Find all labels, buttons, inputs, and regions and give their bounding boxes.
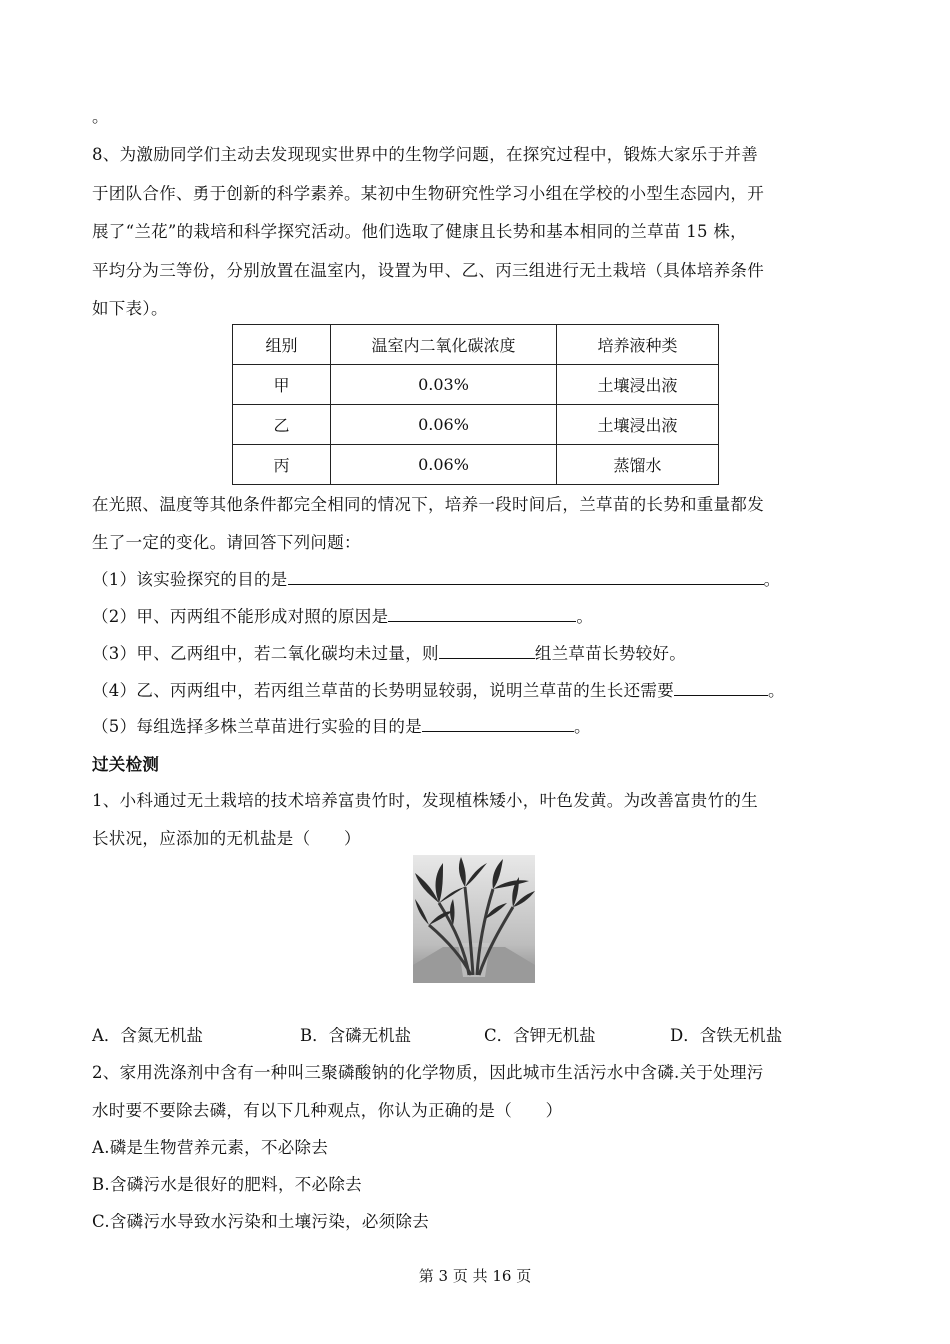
sub-prompt: （5）每组选择多株兰草苗进行实验的目的是 — [92, 717, 422, 736]
table-cell: 甲 — [233, 365, 331, 405]
table-header-cell: 组别 — [233, 325, 331, 365]
table-cell: 蒸馏水 — [557, 445, 719, 485]
q8-sub-4 — [92, 677, 785, 701]
sub-tail: 。 — [768, 681, 785, 700]
table-cell: 乙 — [233, 405, 331, 445]
sub-prompt: （4）乙、丙两组中，若丙组兰草苗的长势明显较弱，说明兰草苗的生长还需要 — [92, 681, 674, 700]
sub-tail: 。 — [574, 717, 591, 736]
answer-blank[interactable] — [674, 677, 768, 696]
table-header-row — [233, 325, 719, 365]
culture-conditions-table — [232, 324, 719, 485]
q2-line-2: 水时要不要除去磷，有以下几种观点，你认为正确的是（ ） — [92, 1101, 563, 1120]
q8-line-4: 平均分为三等份，分别放置在温室内，设置为甲、乙、丙三组进行无土栽培（具体培养条件 — [92, 261, 764, 280]
q2-option-b[interactable]: B.含磷污水是很好的肥料，不必除去 — [92, 1175, 362, 1194]
table-cell: 丙 — [233, 445, 331, 485]
q1-line-2: 长状况，应添加的无机盐是（ ） — [92, 829, 361, 848]
sub-prompt: （2）甲、丙两组不能形成对照的原因是 — [92, 607, 389, 626]
q1-option-c[interactable]: C．含钾无机盐 — [484, 1026, 596, 1045]
q8-after-line-2: 生了一定的变化。请回答下列问题： — [92, 533, 361, 552]
q2-option-c[interactable]: C.含磷污水导致水污染和土壤污染，必须除去 — [92, 1212, 430, 1231]
answer-blank[interactable] — [422, 713, 574, 732]
sub-tail: 组兰草苗长势较好。 — [534, 644, 687, 663]
table-cell: 0.06% — [331, 445, 557, 485]
q8-after-line-1: 在光照、温度等其他条件都完全相同的情况下，培养一段时间后，兰草苗的长势和重量都发 — [92, 495, 764, 514]
table-cell: 土壤浸出液 — [557, 405, 719, 445]
q8-line-5: 如下表）。 — [92, 299, 168, 318]
q8-sub-2 — [92, 603, 593, 627]
q1-option-d[interactable]: D．含铁无机盐 — [670, 1026, 783, 1045]
table-cell: 0.06% — [331, 405, 557, 445]
answer-blank[interactable] — [439, 640, 535, 659]
answer-blank[interactable] — [388, 603, 576, 622]
section-title: 过关检测 — [92, 755, 160, 774]
q8-line-1: 8、为激励同学们主动去发现现实世界中的生物学问题，在探究过程中，锻炼大家乐于并善 — [92, 145, 758, 164]
q1-option-b[interactable]: B．含磷无机盐 — [300, 1026, 412, 1045]
table-header-cell: 培养液种类 — [557, 325, 719, 365]
q1-option-a[interactable]: A．含氮无机盐 — [92, 1026, 203, 1045]
sub-tail: 。 — [763, 570, 781, 589]
q8-line-3: 展了“兰花”的栽培和科学探究活动。他们选取了健康且长势和基本相同的兰草苗 15 株， — [92, 222, 747, 241]
table-row — [233, 445, 719, 485]
sub-prompt: （1）该实验探究的目的是 — [92, 570, 288, 589]
answer-blank[interactable] — [288, 566, 764, 585]
table-row — [233, 365, 719, 405]
q8-sub-5 — [92, 713, 591, 737]
q1-line-1: 1、小科通过无土栽培的技术培养富贵竹时，发现植株矮小，叶色发黄。为改善富贵竹的生 — [92, 791, 758, 810]
q8-line-2: 于团队合作、勇于创新的科学素养。某初中生物研究性学习小组在学校的小型生态园内，开 — [92, 184, 764, 203]
table-cell: 0.03% — [331, 365, 557, 405]
q2-line-1: 2、家用洗涤剂中含有一种叫三聚磷酸钠的化学物质，因此城市生活污水中含磷.关于处理污 — [92, 1063, 764, 1082]
sub-prompt: （3）甲、乙两组中，若二氧化碳均未过量，则 — [92, 644, 439, 663]
q8-sub-1 — [92, 566, 780, 590]
page-footer: 第 3 页 共 16 页 — [418, 1267, 532, 1285]
lucky-bamboo-photo — [413, 855, 535, 983]
table-header-cell: 温室内二氧化碳浓度 — [331, 325, 557, 365]
top-mark: 。 — [92, 107, 109, 126]
q2-option-a[interactable]: A.磷是生物营养元素，不必除去 — [92, 1138, 329, 1157]
sub-tail: 。 — [576, 607, 594, 626]
table-row — [233, 405, 719, 445]
q8-sub-3 — [92, 640, 686, 664]
table-cell: 土壤浸出液 — [557, 365, 719, 405]
